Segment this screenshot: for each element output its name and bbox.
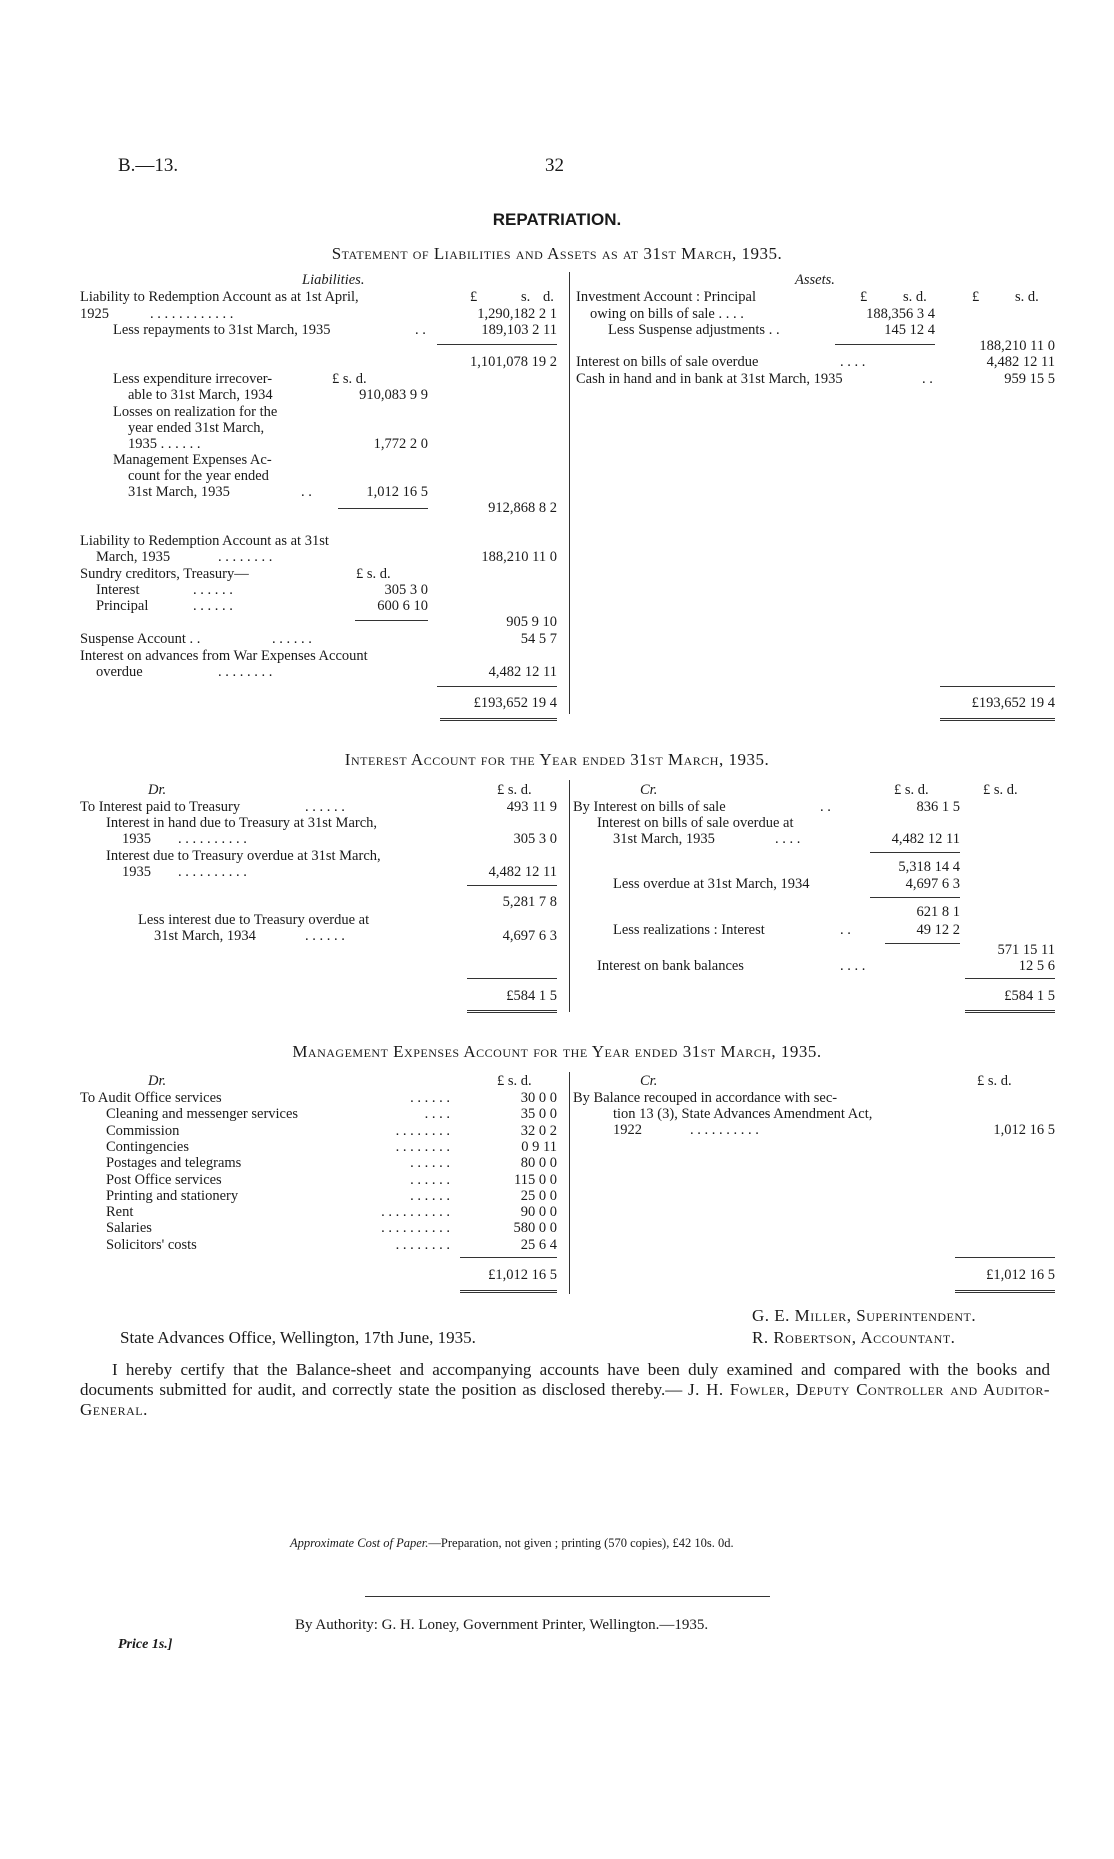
liab-total: £193,652 19 4 (473, 695, 557, 711)
cr-subtotal: 621 8 1 (916, 904, 960, 920)
col-header: s. d. (903, 289, 927, 305)
asset-total: £193,652 19 4 (971, 695, 1055, 711)
dr-amount: 305 3 0 (513, 831, 557, 847)
page-title: REPATRIATION. (492, 210, 622, 229)
cr-row-label: 31st March, 1935 (613, 831, 715, 847)
rule (365, 1596, 770, 1597)
cr-label: Cr. (640, 1073, 658, 1089)
cr-total: £1,012 16 5 (986, 1267, 1055, 1283)
liab-row-label: Interest on advances from War Expenses Account (80, 648, 368, 664)
cr-amount: 4,482 12 11 (891, 831, 960, 847)
dr-amount: 493 11 9 (506, 799, 557, 815)
liab-subtotal: 1,101,078 19 2 (470, 354, 557, 370)
dr-subtotal: 5,281 7 8 (502, 894, 557, 910)
liab-row-label: Interest (96, 582, 140, 598)
rule (437, 344, 557, 345)
leader-dots: . . . . . . (272, 631, 312, 647)
dr-label: Dr. (148, 1073, 167, 1089)
rule (870, 897, 960, 898)
expense-item-label: Contingencies (106, 1138, 189, 1155)
cr-row-label: By Interest on bills of sale (573, 799, 726, 815)
audit-certificate (80, 1360, 1050, 1420)
mgmt-divider (569, 1072, 570, 1294)
leader-dots: . . . . (424, 1106, 450, 1123)
col-header: £ (860, 289, 868, 305)
liab-row-label: Suspense Account . . (80, 631, 201, 647)
liab-row-label: Less expenditure irrecover- (113, 371, 273, 387)
total-rule (955, 1290, 1055, 1293)
expense-item-label: Solicitors' costs (106, 1236, 197, 1253)
expense-item-amount: 32 0 2 (520, 1122, 557, 1139)
cr-row-label: By Balance recouped in accordance with sec- (573, 1090, 838, 1106)
office-dateline: State Advances Office, Wellington, 17th June, 1935. (120, 1328, 476, 1347)
liab-amount: 4,482 12 11 (488, 664, 557, 680)
cr-subtotal: 5,318 14 4 (898, 859, 960, 875)
liab-amount: 54 5 7 (520, 631, 557, 647)
liab-amount: 1,012 16 5 (366, 484, 428, 500)
rule (467, 885, 557, 886)
liabilities-heading: Liabilities. (302, 272, 365, 288)
leader-dots: . . . . . . (410, 1171, 450, 1188)
rule (940, 686, 1055, 687)
leader-dots: . . . . . . . . . . (381, 1220, 450, 1237)
leader-dots: . . . . (840, 354, 866, 370)
expense-item-label: Printing and stationery (106, 1187, 239, 1204)
cert-line: J. H. Fowler, Deputy Controller and Auditor-General. (80, 1380, 1050, 1419)
liab-amount: 1,772 2 0 (373, 436, 428, 452)
leader-dots: . . . . . . (410, 1155, 450, 1172)
cr-row-label: tion 13 (3), State Advances Amendment Act, (613, 1106, 873, 1122)
cr-label: Cr. (640, 782, 658, 798)
mgmt-heading: Management Expenses Account for the Year ended 31st March, 1935. (292, 1042, 822, 1061)
liab-amount: 188,210 11 0 (481, 549, 557, 565)
expense-item-label: Post Office services (106, 1171, 222, 1188)
asset-amount: 4,482 12 11 (986, 354, 1055, 370)
asset-row-label: owing on bills of sale . . . . (590, 306, 744, 322)
liab-row-label: 1935 . . . . . . (128, 436, 201, 452)
leader-dots: . . . . . . (410, 1187, 450, 1204)
col-header: £ s. d. (356, 566, 391, 582)
balance-divider (569, 272, 570, 714)
leader-dots: . . . . . . . . (218, 664, 273, 680)
dr-amount: 4,482 12 11 (488, 864, 557, 880)
liab-row-label: 1925 (80, 306, 109, 322)
col-header: £ s. d. (983, 782, 1018, 798)
signature-superintendent: G. E. Miller, Superintendent. (752, 1306, 977, 1325)
total-rule (467, 1010, 557, 1013)
expense-item-amount: 0 9 11 (521, 1138, 557, 1155)
leader-dots: . . . . . . . . . . (178, 864, 247, 880)
liab-subtotal: 912,868 8 2 (488, 500, 557, 516)
cr-total: £584 1 5 (1004, 988, 1055, 1004)
leader-dots: . . . . . . (305, 799, 345, 815)
liab-amount: 910,083 9 9 (359, 387, 428, 403)
liab-row-label: Sundry creditors, Treasury— (80, 566, 249, 582)
leader-dots: . . (820, 799, 831, 815)
expense-item-label: Postages and telegrams (106, 1155, 242, 1172)
leader-dots: . . . . . . (410, 1090, 450, 1106)
col-shilling-header: s. (521, 289, 531, 305)
dr-row-label: Interest due to Treasury overdue at 31st March, (106, 848, 381, 864)
leader-dots: . . . . (775, 831, 801, 847)
col-header: £ s. d. (332, 371, 367, 387)
cr-amount: 4,697 6 3 (905, 876, 960, 892)
cert-line: I hereby certify that the Balance-sheet and accompanying accounts have been duly examined and compared (112, 1360, 901, 1379)
cr-row-label: Less realizations : Interest (613, 922, 765, 938)
col-header: £ s. d. (894, 782, 929, 798)
interest-divider (569, 780, 570, 1012)
expense-item-label: Rent (106, 1204, 134, 1221)
liab-amount: 305 3 0 (384, 582, 428, 598)
col-header: £ s. d. (977, 1073, 1012, 1089)
cost-note (290, 1536, 734, 1551)
asset-row-label: Investment Account : Principal (576, 289, 757, 305)
rule (870, 852, 960, 853)
liab-amount: 1,290,182 2 1 (477, 306, 557, 322)
liab-row-label: 31st March, 1935 (128, 484, 230, 500)
leader-dots: . . (922, 371, 933, 387)
dr-row-label: Interest in hand due to Treasury at 31st March, (106, 815, 378, 831)
expense-item-amount: 30 0 0 (520, 1090, 557, 1106)
col-header: £ s. d. (497, 1073, 532, 1089)
col-pound-header: £ (470, 289, 478, 305)
cr-amount: 571 15 11 (997, 942, 1055, 958)
leader-dots: . . . . . . (305, 928, 345, 944)
rule (437, 686, 557, 687)
col-header: s. d. (1015, 289, 1039, 305)
leader-dots: . . . . . . . . (395, 1236, 450, 1253)
expense-item-amount: 80 0 0 (520, 1155, 557, 1172)
expense-item-label: Commission (106, 1122, 180, 1139)
cost-label: Approximate Cost of Paper. (290, 1536, 429, 1550)
asset-row-label: Cash in hand and in bank at 31st March, 1935 (576, 371, 843, 387)
leader-dots: . . . . . . . . . . . . (150, 306, 234, 322)
rule (467, 978, 557, 979)
cr-amount: 1,012 16 5 (993, 1122, 1055, 1138)
col-header: £ s. d. (497, 782, 532, 798)
page-number: 32 (545, 155, 564, 176)
expense-item-label: Salaries (106, 1220, 152, 1237)
asset-amount: 188,210 11 0 (979, 338, 1055, 354)
printer-authority: By Authority: G. H. Loney, Government Printer, Wellington.—1935. (295, 1617, 709, 1633)
cr-amount: 49 12 2 (916, 922, 960, 938)
asset-row-label: Interest on bills of sale overdue (576, 354, 759, 370)
dr-amount: 4,697 6 3 (502, 928, 557, 944)
cr-row-label: 1922 (613, 1122, 642, 1138)
liab-row-label: Principal (96, 598, 149, 614)
leader-dots: . . . . . . . . . . (178, 831, 247, 847)
cost-text: —Preparation, not given ; printing (570 copies), £42 10s. 0d. (428, 1536, 734, 1550)
dr-row-label: 31st March, 1934 (154, 928, 256, 944)
interest-heading: Interest Account for the Year ended 31st March, 1935. (344, 750, 770, 769)
liab-row-label: March, 1935 (96, 549, 171, 565)
leader-dots: . . (301, 484, 312, 500)
balance-heading: Statement of Liabilities and Assets as at 31st March, 1935. (331, 244, 783, 263)
dr-total: £584 1 5 (506, 988, 557, 1004)
dr-row-label: Less interest due to Treasury overdue at (138, 912, 370, 928)
leader-dots: . . . . . . (193, 582, 233, 598)
total-rule (940, 718, 1055, 721)
liab-row-label: year ended 31st March, (128, 420, 265, 436)
liab-row-label: able to 31st March, 1934 (128, 387, 273, 403)
rule (955, 1257, 1055, 1258)
asset-amount: 959 15 5 (1004, 371, 1055, 387)
asset-row-label: Less Suspense adjustments . . (608, 322, 780, 338)
cr-amount: 12 5 6 (1018, 958, 1055, 974)
liab-row-label: Liability to Redemption Account as at 1st April, (80, 289, 359, 305)
signature-accountant: R. Robertson, Accountant. (752, 1328, 956, 1347)
expense-item-amount: 90 0 0 (520, 1204, 557, 1221)
rule (965, 978, 1055, 979)
dr-row-label: 1935 (122, 831, 151, 847)
asset-amount: 188,356 3 4 (866, 306, 935, 322)
leader-dots: . . . . . . . . . . (690, 1122, 759, 1138)
total-rule (460, 1290, 557, 1293)
leader-dots: . . . . . . . . (395, 1122, 450, 1139)
document-code: B.—13. (118, 155, 179, 176)
liab-amount: 189,103 2 11 (481, 322, 557, 338)
asset-amount: 145 12 4 (884, 322, 935, 338)
leader-dots: . . . . . . . . (218, 549, 273, 565)
cr-row-label: Less overdue at 31st March, 1934 (613, 876, 810, 892)
leader-dots: . . . . (840, 958, 866, 974)
liab-row-label: overdue (96, 664, 143, 680)
total-rule (965, 1010, 1055, 1013)
dr-total: £1,012 16 5 (488, 1267, 557, 1283)
assets-heading: Assets. (795, 272, 835, 288)
leader-dots: . . (415, 322, 426, 338)
cr-row-label: Interest on bills of sale overdue at (597, 815, 794, 831)
expense-item-label: To Audit Office services (80, 1090, 222, 1106)
expense-item-amount: 580 0 0 (513, 1220, 557, 1237)
liab-row-label: count for the year ended (128, 468, 269, 484)
leader-dots: . . (840, 922, 851, 938)
liab-amount: 600 6 10 (377, 598, 428, 614)
leader-dots: . . . . . . (193, 598, 233, 614)
dr-row-label: To Interest paid to Treasury (80, 799, 241, 815)
leader-dots: . . . . . . . . (395, 1138, 450, 1155)
liab-row-label: Liability to Redemption Account as at 31st (80, 533, 329, 549)
dr-label: Dr. (148, 782, 167, 798)
leader-dots: . . . . . . . . . . (381, 1204, 450, 1221)
col-pence-header: d. (543, 289, 554, 305)
total-rule (440, 718, 557, 721)
rule (460, 1257, 557, 1258)
expense-item-amount: 115 0 0 (514, 1171, 557, 1188)
liab-row-label: Less repayments to 31st March, 1935 (113, 322, 331, 338)
price: Price 1s.] (118, 1637, 173, 1652)
expense-item-amount: 25 6 4 (520, 1236, 557, 1253)
expense-item-amount: 25 0 0 (520, 1187, 557, 1204)
col-header: £ (972, 289, 980, 305)
liab-amount: 905 9 10 (506, 614, 557, 630)
cert-line: with the books and documents submitted for audit, and correctly state the position as disclosed thereby.— (80, 1360, 1050, 1399)
cr-amount: 836 1 5 (916, 799, 960, 815)
expense-item-label: Cleaning and messenger services (106, 1106, 299, 1123)
rule (885, 943, 960, 944)
liab-row-label: Losses on realization for the (113, 404, 278, 420)
liab-row-label: Management Expenses Ac- (113, 452, 272, 468)
cr-row-label: Interest on bank balances (597, 958, 744, 974)
expense-item-amount: 35 0 0 (520, 1106, 557, 1123)
dr-row-label: 1935 (122, 864, 151, 880)
